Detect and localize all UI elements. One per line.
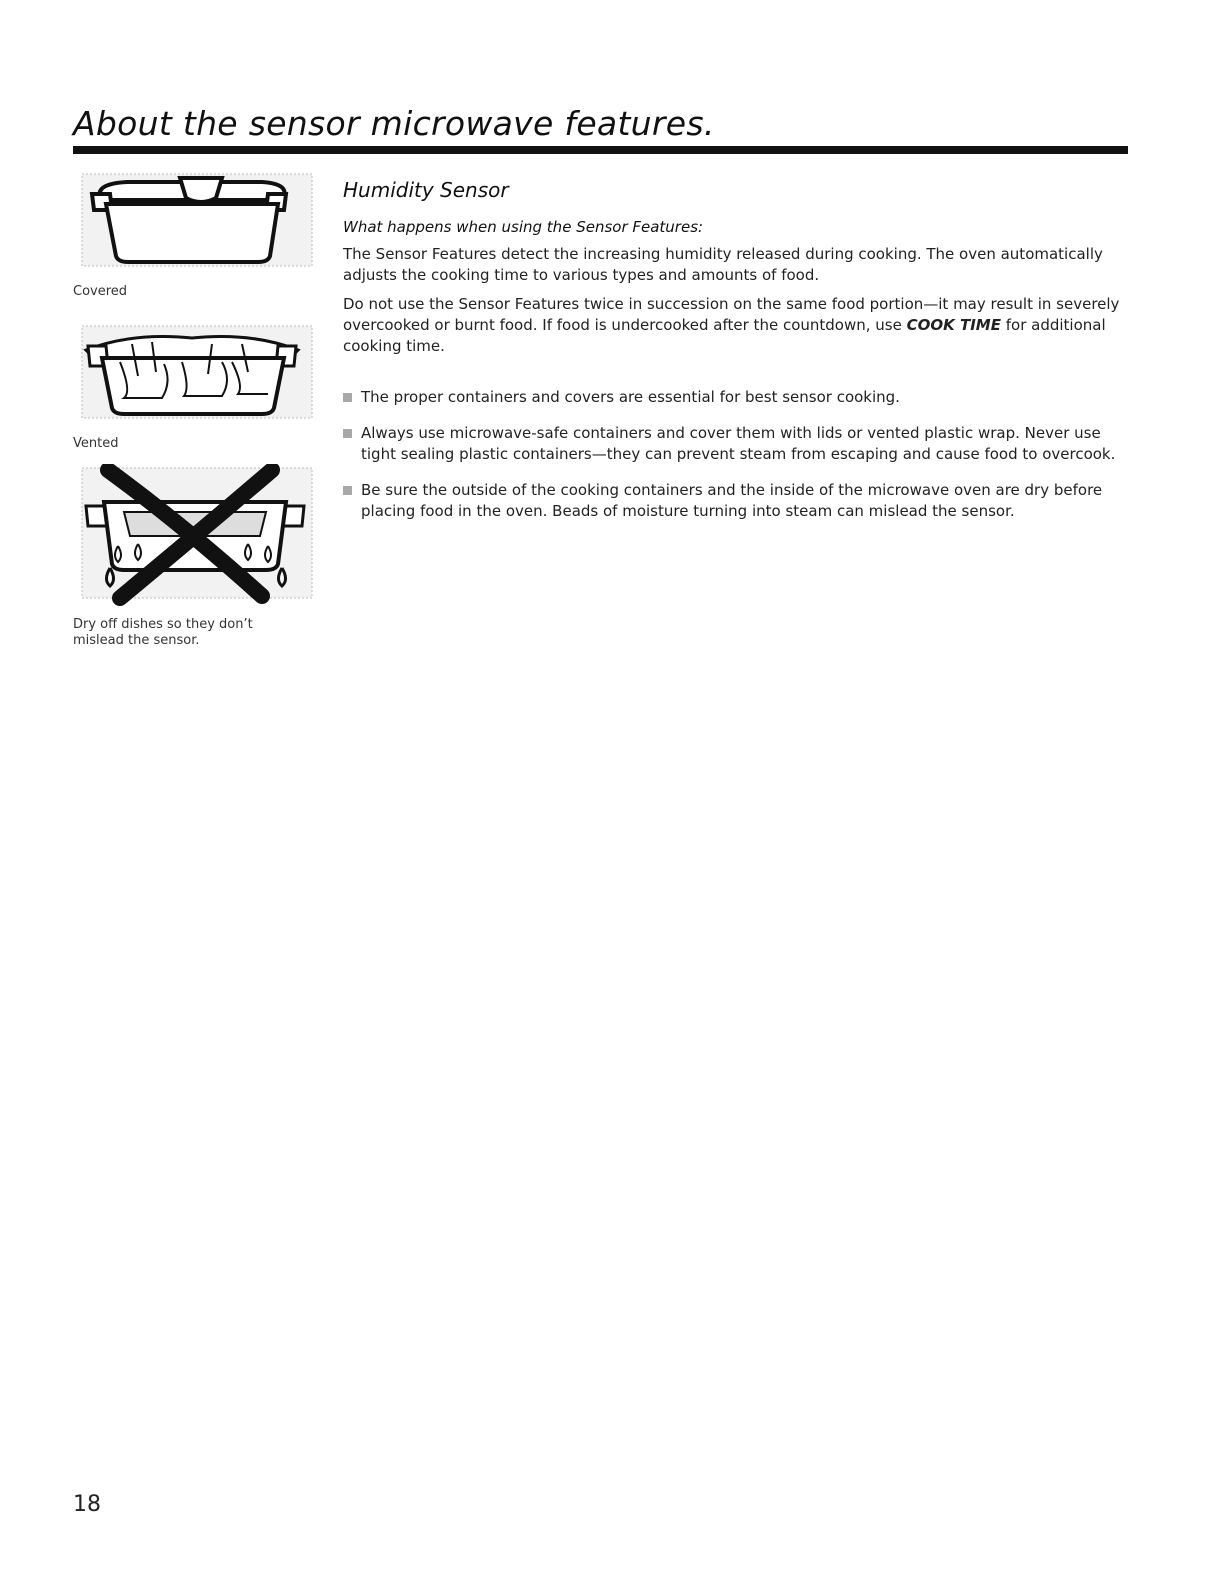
bullet-square-icon — [343, 429, 352, 438]
section-heading: Humidity Sensor — [343, 178, 509, 202]
title-rule — [73, 146, 1128, 154]
cook-time-label: COOK TIME — [906, 316, 1001, 334]
main-content — [343, 178, 1128, 537]
list-item-text: The proper containers and covers are essential for best sensor cooking. — [361, 388, 900, 406]
list-item — [343, 387, 1128, 408]
tips-list — [343, 387, 1128, 522]
sub-heading: What happens when using the Sensor Features: — [343, 218, 704, 236]
page-number: 18 — [73, 1492, 101, 1517]
bullet-square-icon — [343, 486, 352, 495]
list-item-text: Be sure the outside of the cooking containers and the inside of the microwave oven are dry before placing food in the oven. Beads of moisture turning into steam can mislead the sensor. — [361, 481, 1103, 520]
list-item-text: Always use microwave-safe containers and cover them with lids or vented plastic wrap. Never use tight sealing plastic containers—they can prevent steam from escaping and cause food to overcook. — [361, 424, 1116, 463]
list-item — [343, 480, 1128, 522]
covered-dish-illustration — [72, 170, 317, 272]
warning-text: Do not use the Sensor Features twice in succession on the same food portion—it may result in severely overcooked or burnt food. If food is undercooked after the countdown, use — [343, 295, 1120, 334]
vented-caption: Vented — [73, 436, 119, 451]
bullet-square-icon — [343, 393, 352, 402]
vented-dish-illustration — [72, 322, 317, 424]
list-item — [343, 423, 1128, 465]
covered-caption: Covered — [73, 284, 128, 299]
wet-dish-illustration — [72, 464, 317, 606]
intro-paragraph: The Sensor Features detect the increasing humidity released during cooking. The oven automatically adjusts the cooking time to various types and amounts of food. — [343, 245, 1103, 284]
warning-paragraph — [343, 294, 1128, 357]
warning-text-end: for additional cooking time. — [343, 316, 1106, 355]
page-title: About the sensor microwave features. — [73, 104, 715, 143]
wet-dish-caption: Dry off dishes so they don’t mislead the sensor. — [73, 617, 253, 648]
